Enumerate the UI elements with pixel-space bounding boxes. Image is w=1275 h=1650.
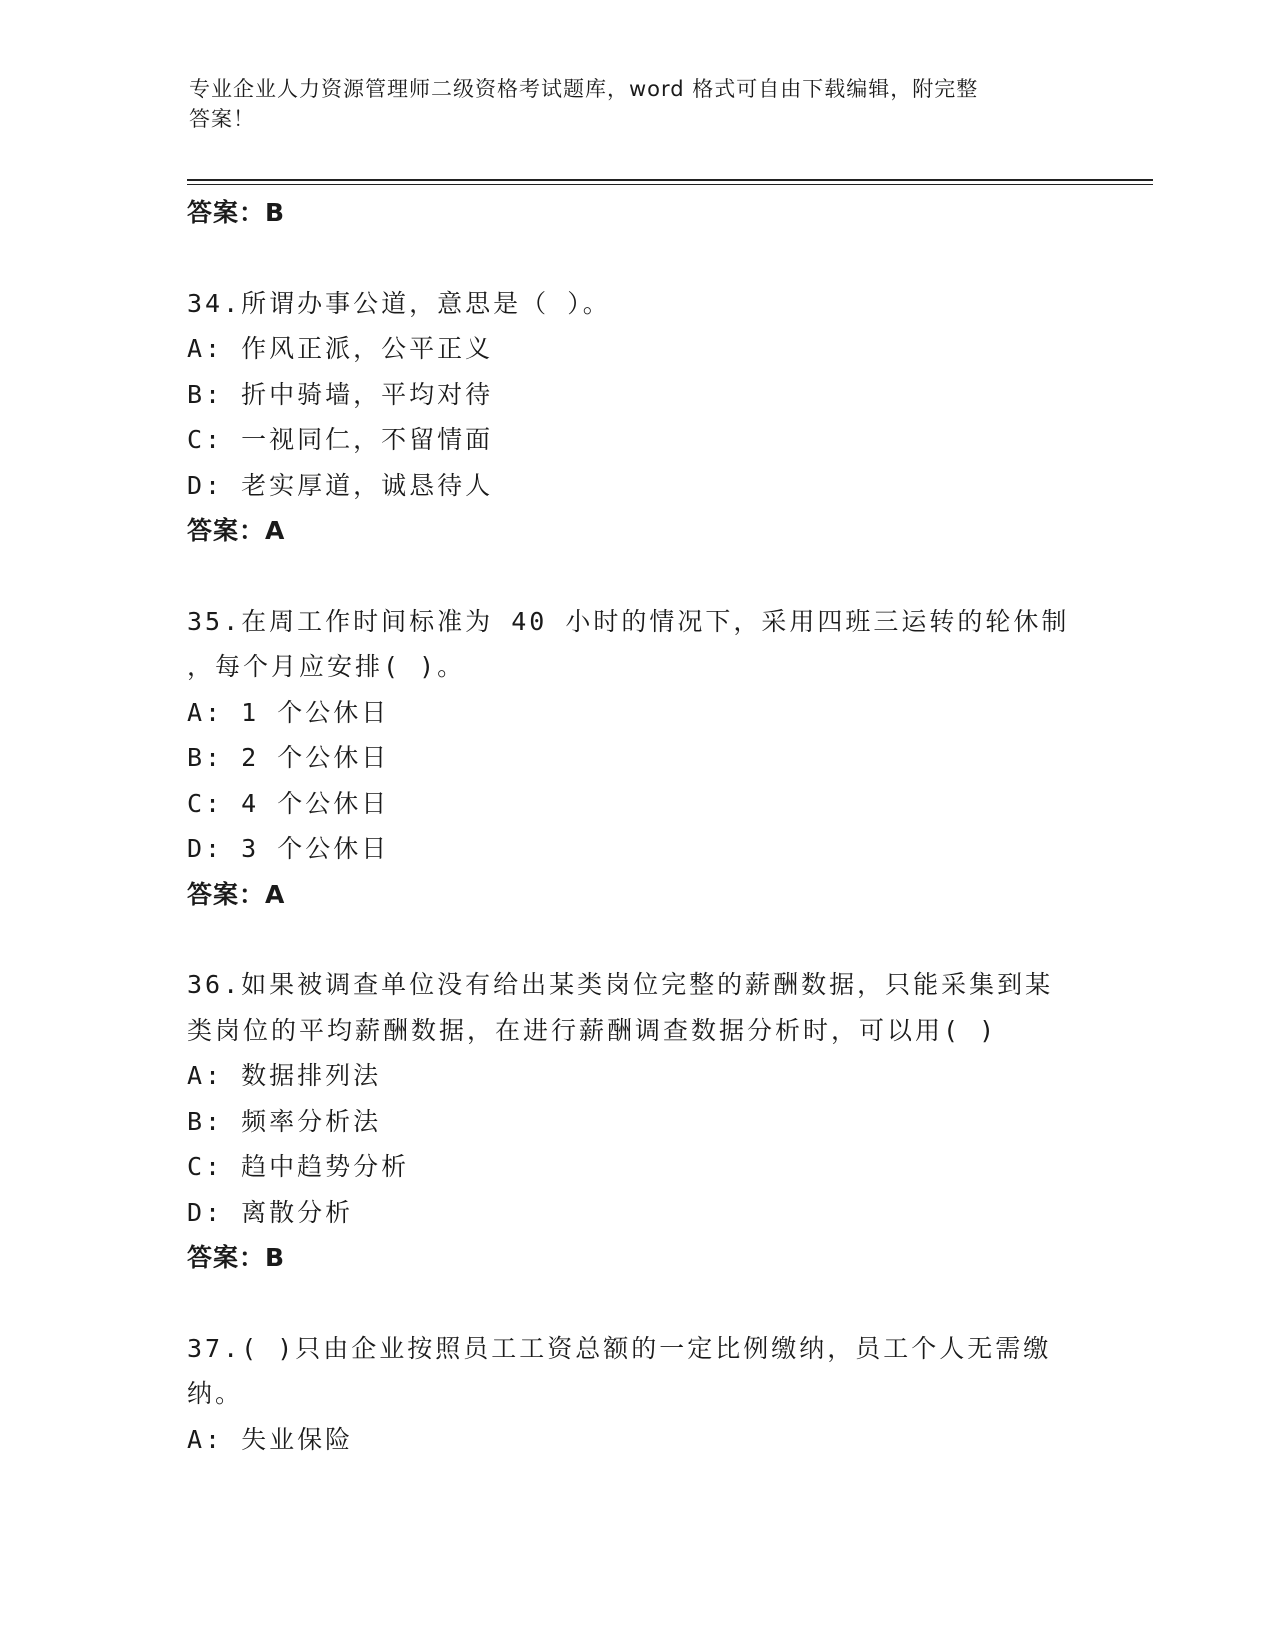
question-line-2: 类岗位的平均薪酬数据，在进行薪酬调查数据分析时，可以用( ) [187,1015,998,1045]
question-line-1: 37.( )只由企业按照员工工资总额的一定比例缴纳，员工个人无需缴 [187,1333,1052,1363]
option-d: D: 离散分析 [187,1197,354,1227]
header-line-1: 专业企业人力资源管理师二级资格考试题库，word 格式可自由下载编辑，附完整 [189,77,979,101]
question-line-2: 纳。 [187,1379,244,1408]
question-text: 34.所谓办事公道，意思是（ ）。 [187,288,611,318]
option-c: C: 趋中趋势分析 [187,1152,410,1181]
question-line-1: 35.在周工作时间标准为 40 小时的情况下，采用四班三运转的轮休制 [187,606,1070,636]
header-rule-thin [187,184,1153,185]
question-35 [187,599,1087,918]
option-c: C: 4 个公休日 [187,788,390,818]
document-header [189,74,1069,134]
answer-33: 答案：B [187,198,286,227]
question-line-2: ，每个月应安排( )。 [187,652,466,681]
header-rule [187,179,1153,181]
question-37 [187,1326,1087,1463]
option-a: A: 数据排列法 [187,1061,382,1090]
option-a: A: 失业保险 [187,1424,354,1454]
question-list [187,190,1087,1462]
option-d: D: 老实厚道，诚恳待人 [187,470,494,500]
header-line-2: 答案！ [189,107,255,131]
option-b: B: 频率分析法 [187,1106,382,1136]
answer: 答案：A [187,879,286,909]
question-line-1: 36.如果被调查单位没有给出某类岗位完整的薪酬数据，只能采集到某 [187,970,1054,999]
answer: 答案：A [187,516,286,545]
option-a: A: 1 个公休日 [187,697,390,727]
question-text [187,962,1087,1053]
option-b: B: 2 个公休日 [187,743,390,772]
question-34 [187,281,1087,554]
option-d: D: 3 个公休日 [187,834,390,863]
question-text [187,599,1087,690]
option-b: B: 折中骑墙，平均对待 [187,379,494,409]
answer: 答案：B [187,1243,286,1272]
option-a: A: 作风正派，公平正义 [187,334,494,363]
option-c: C: 一视同仁，不留情面 [187,425,494,454]
question-36 [187,962,1087,1281]
question-text [187,1326,1087,1417]
